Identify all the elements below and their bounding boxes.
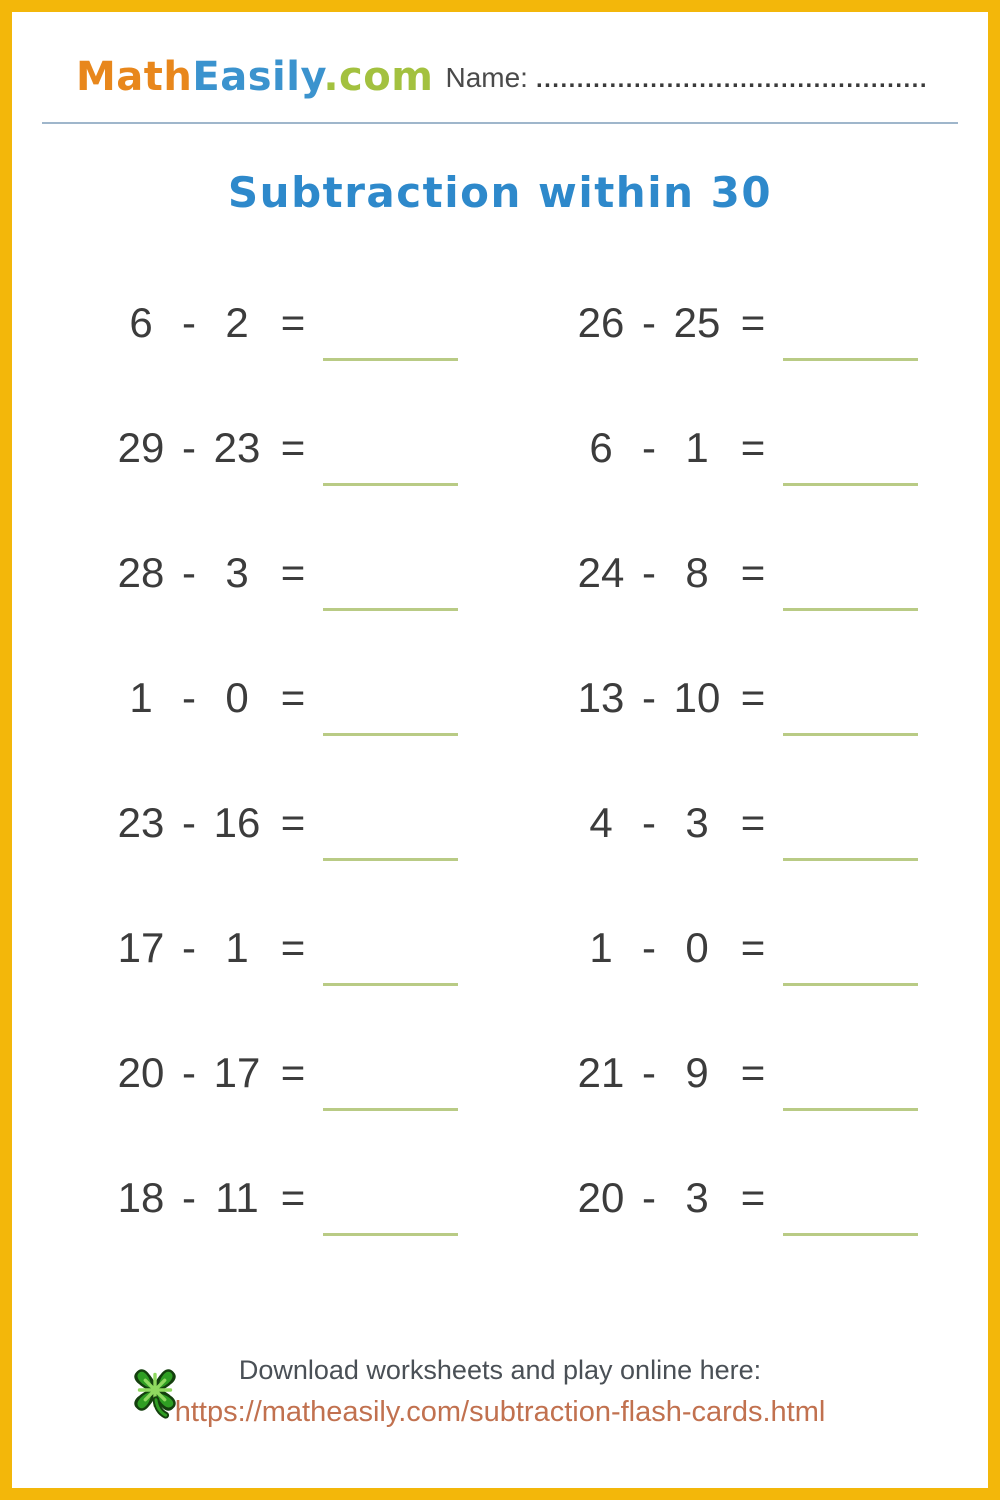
problem-cell	[107, 299, 547, 424]
minus-sign: -	[182, 549, 196, 596]
footer-text: Download worksheets and play online here:	[238, 1355, 762, 1385]
problem-cell	[107, 799, 547, 924]
equals-sign: =	[740, 299, 766, 346]
answer-blank[interactable]	[783, 924, 918, 986]
page-title: Subtraction within 30	[227, 168, 773, 217]
subtrahend: 9	[685, 1049, 709, 1096]
equals-sign: =	[280, 1174, 306, 1221]
equals-sign: =	[740, 674, 766, 721]
subtraction-problem	[569, 924, 987, 986]
header	[76, 54, 928, 100]
answer-blank[interactable]	[323, 1049, 458, 1111]
answer-blank[interactable]	[323, 549, 458, 611]
equals-sign: =	[740, 1174, 766, 1221]
subtrahend: 3	[685, 799, 709, 846]
subtrahend: 16	[213, 799, 261, 846]
minuend: 20	[577, 1174, 625, 1221]
name-dotted-line[interactable]: ................................................	[535, 66, 928, 93]
subtraction-problem	[109, 1049, 547, 1111]
minuend: 6	[589, 424, 613, 471]
subtrahend: 10	[673, 674, 721, 721]
minuend: 18	[117, 1174, 165, 1221]
problem-cell	[547, 674, 987, 799]
problem-cell	[547, 424, 987, 549]
minus-sign: -	[642, 924, 656, 971]
site-logo	[76, 54, 433, 100]
footer-link[interactable]: https://matheasily.com/subtraction-flash-cards.html	[174, 1396, 826, 1428]
problem-cell	[107, 924, 547, 1049]
problem-cell	[547, 1174, 987, 1299]
subtrahend: 2	[225, 299, 249, 346]
equals-sign: =	[740, 799, 766, 846]
equals-sign: =	[280, 1049, 306, 1096]
answer-blank[interactable]	[783, 1049, 918, 1111]
minus-sign: -	[182, 799, 196, 846]
subtrahend: 1	[685, 424, 709, 471]
header-divider	[42, 122, 958, 124]
equals-sign: =	[280, 799, 306, 846]
minuend: 1	[129, 674, 153, 721]
minuend: 24	[577, 549, 625, 596]
equals-sign: =	[740, 1049, 766, 1096]
minus-sign: -	[642, 799, 656, 846]
minuend: 21	[577, 1049, 625, 1096]
subtrahend: 17	[213, 1049, 261, 1096]
minuend: 23	[117, 799, 165, 846]
subtrahend: 23	[213, 424, 261, 471]
subtrahend: 3	[685, 1174, 709, 1221]
subtraction-problem	[109, 549, 547, 611]
problem-cell	[547, 549, 987, 674]
problem-cell	[547, 299, 987, 424]
problem-cell	[107, 674, 547, 799]
subtraction-problem	[109, 674, 547, 736]
subtraction-problem	[569, 1049, 987, 1111]
subtraction-problem	[109, 1174, 547, 1236]
minuend: 26	[577, 299, 625, 346]
minus-sign: -	[642, 299, 656, 346]
four-leaf-clover-icon	[124, 1357, 186, 1423]
answer-blank[interactable]	[783, 674, 918, 736]
answer-blank[interactable]	[783, 1174, 918, 1236]
equals-sign: =	[740, 924, 766, 971]
answer-blank[interactable]	[323, 924, 458, 986]
subtrahend: 0	[225, 674, 249, 721]
problem-cell	[107, 1049, 547, 1174]
problem-cell	[107, 424, 547, 549]
answer-blank[interactable]	[323, 299, 458, 361]
equals-sign: =	[280, 924, 306, 971]
answer-blank[interactable]	[783, 799, 918, 861]
answer-blank[interactable]	[323, 424, 458, 486]
answer-blank[interactable]	[323, 799, 458, 861]
logo-easily: Easily	[192, 54, 324, 100]
subtraction-problem	[569, 799, 987, 861]
minuend: 28	[117, 549, 165, 596]
subtraction-problem	[569, 1174, 987, 1236]
subtrahend: 3	[225, 549, 249, 596]
problem-cell	[547, 924, 987, 1049]
logo-math: Math	[76, 54, 193, 100]
subtraction-problem	[109, 299, 547, 361]
logo-com: .com	[323, 54, 434, 100]
equals-sign: =	[280, 674, 306, 721]
minuend: 1	[589, 924, 613, 971]
answer-blank[interactable]	[323, 674, 458, 736]
problem-cell	[547, 1049, 987, 1174]
answer-blank[interactable]	[783, 424, 918, 486]
minus-sign: -	[642, 674, 656, 721]
minus-sign: -	[182, 674, 196, 721]
subtrahend: 0	[685, 924, 709, 971]
minus-sign: -	[642, 549, 656, 596]
minuend: 4	[589, 799, 613, 846]
equals-sign: =	[280, 424, 306, 471]
problems-grid	[12, 299, 988, 1299]
minus-sign: -	[182, 299, 196, 346]
subtrahend: 25	[673, 299, 721, 346]
subtrahend: 8	[685, 549, 709, 596]
name-label: Name:	[445, 62, 528, 93]
subtraction-problem	[109, 924, 547, 986]
subtraction-problem	[569, 549, 987, 611]
minuend: 13	[577, 674, 625, 721]
minus-sign: -	[642, 424, 656, 471]
subtrahend: 11	[215, 1174, 259, 1221]
subtraction-problem	[109, 799, 547, 861]
minuend: 20	[117, 1049, 165, 1096]
answer-blank[interactable]	[323, 1174, 458, 1236]
minuend: 17	[117, 924, 165, 971]
minuend: 29	[117, 424, 165, 471]
problem-cell	[547, 799, 987, 924]
equals-sign: =	[740, 424, 766, 471]
problem-cell	[107, 1174, 547, 1299]
equals-sign: =	[740, 549, 766, 596]
minus-sign: -	[182, 1174, 196, 1221]
answer-blank[interactable]	[783, 299, 918, 361]
subtraction-problem	[569, 299, 987, 361]
minus-sign: -	[182, 424, 196, 471]
minus-sign: -	[182, 924, 196, 971]
name-field	[445, 62, 928, 94]
minus-sign: -	[642, 1174, 656, 1221]
footer	[12, 1355, 988, 1429]
subtraction-problem	[569, 674, 987, 736]
subtraction-problem	[109, 424, 547, 486]
minuend: 6	[129, 299, 153, 346]
subtraction-problem	[569, 424, 987, 486]
subtrahend: 1	[225, 924, 249, 971]
minus-sign: -	[182, 1049, 196, 1096]
equals-sign: =	[280, 549, 306, 596]
answer-blank[interactable]	[783, 549, 918, 611]
minus-sign: -	[642, 1049, 656, 1096]
problem-cell	[107, 549, 547, 674]
equals-sign: =	[280, 299, 306, 346]
